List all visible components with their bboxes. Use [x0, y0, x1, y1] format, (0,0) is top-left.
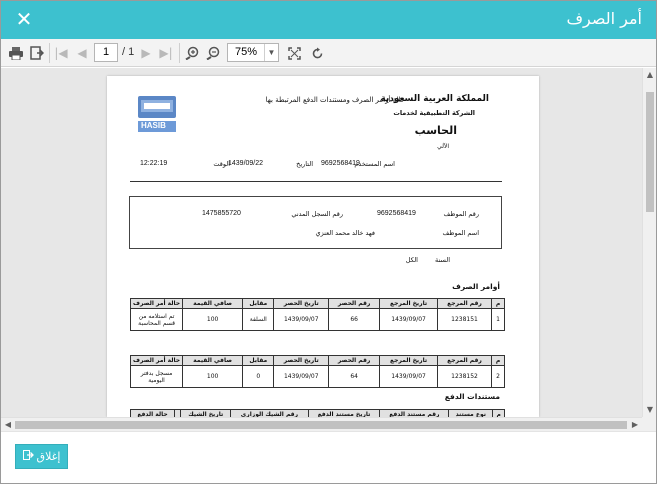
page-number-input[interactable]: 1 [94, 43, 118, 62]
column-header: رقم المرجع [437, 299, 491, 309]
column-header: حالة أمر الصرف [131, 299, 183, 309]
column-header [175, 410, 181, 418]
payment-docs-table [130, 409, 505, 417]
vertical-scrollbar[interactable] [642, 68, 656, 417]
emp-name-value: فهد خالد محمد العنزي [315, 229, 375, 237]
column-header: مقابل [243, 299, 274, 309]
emp-no-label: رقم الموظف [443, 210, 479, 218]
zoom-in-icon[interactable] [184, 43, 200, 63]
column-header: صافي القيمة [183, 356, 243, 366]
export-icon[interactable] [28, 43, 46, 63]
close-icon[interactable]: ✕ [15, 7, 33, 31]
scroll-up-icon[interactable]: ▲ [646, 70, 654, 79]
chevron-down-icon: ▼ [264, 44, 278, 61]
column-header: تاريخ الحصر [274, 356, 329, 366]
first-page-icon[interactable]: |◀ [54, 46, 68, 60]
orders-title: أوامر الصرف [452, 282, 500, 291]
zoom-value: 75% [235, 46, 258, 58]
report-page [107, 76, 539, 417]
column-header: رقم الشيك الوزاري [231, 410, 308, 418]
scrollbar-corner [642, 417, 656, 431]
orders-table-1 [130, 298, 505, 331]
column-header: حالة أمر الصرف [131, 356, 183, 366]
header-divider [130, 181, 502, 182]
refresh-icon[interactable] [309, 43, 325, 63]
last-page-icon[interactable]: ▶| [159, 46, 173, 60]
column-header: تاريخ المرجع [380, 299, 438, 309]
table-header-row [131, 299, 505, 309]
next-page-icon[interactable]: ▶ [141, 46, 151, 60]
civil-label: رقم السجل المدني [291, 210, 343, 218]
year-label: السنة [434, 256, 450, 264]
prev-page-icon[interactable]: ◀ [77, 46, 87, 60]
emp-name-label: اسم الموظف [442, 229, 479, 237]
toolbar-separator [179, 43, 180, 63]
column-header: م [493, 410, 505, 418]
toolbar-separator [49, 43, 50, 63]
table-row: 1 1238151 1439/09/07 66 1439/09/07 السلفة 100 تم استلامه من قسم المحاسبة [131, 309, 505, 331]
column-header: صافي القيمة [183, 299, 243, 309]
column-header: م [492, 299, 505, 309]
dialog-footer [1, 431, 656, 483]
user-label: اسم المستخدم [354, 160, 395, 168]
hasib-logo [136, 94, 178, 134]
civil-value: 1475855720 [202, 210, 241, 217]
report-sub: الآلي [437, 143, 449, 150]
logo-text: HASIB [141, 121, 166, 130]
date-label: التاريخ [296, 160, 313, 168]
column-header: حالة الدفع [131, 410, 175, 418]
column-header: تاريخ مستند الدفع [308, 410, 380, 418]
close-button[interactable] [15, 444, 68, 469]
zoom-select[interactable] [227, 43, 279, 62]
horizontal-scrollbar[interactable] [1, 417, 642, 431]
sign-out-icon [23, 450, 34, 463]
scroll-down-icon[interactable]: ▼ [646, 405, 654, 414]
dialog-titlebar [1, 1, 656, 39]
report-system: الحاسب [414, 124, 457, 137]
horizontal-scroll-thumb[interactable] [15, 421, 627, 429]
print-icon[interactable] [7, 43, 25, 63]
report-country: المملكة العربية السعودية [380, 94, 489, 104]
date-value: 1439/09/22 [228, 160, 264, 167]
page-total-label: / 1 [122, 46, 135, 58]
column-header: رقم المرجع [437, 356, 491, 366]
report-heading: حالة أوامر الصرف ومستندات الدفع المرتبطة بها [265, 96, 405, 104]
dialog-title: أمر الصرف [566, 9, 642, 28]
column-header: رقم الحصر [329, 299, 380, 309]
user-value: 9692568419 [321, 160, 360, 167]
fullscreen-icon[interactable] [286, 43, 302, 63]
orders-table-2 [130, 355, 505, 388]
column-header: تاريخ الحصر [274, 299, 329, 309]
column-header: رقم الحصر [329, 356, 380, 366]
vertical-scroll-thumb[interactable] [646, 92, 654, 212]
time-value: 12:22:19 [140, 160, 168, 167]
column-header: رقم مستند الدفع [380, 410, 449, 418]
time-label: الوقت [213, 160, 230, 168]
year-value: الكل [405, 256, 418, 264]
employee-info-box [129, 196, 502, 249]
column-header: تاريخ الشيك [181, 410, 231, 418]
emp-no-value: 9692568419 [377, 210, 416, 217]
column-header: نوع مستند [449, 410, 493, 418]
zoom-out-icon[interactable] [205, 43, 221, 63]
column-header: تاريخ المرجع [380, 356, 438, 366]
table-header-row [131, 410, 505, 418]
scroll-left-icon[interactable]: ◀ [4, 420, 12, 429]
table-row: 2 1238152 1439/09/07 64 1439/09/07 0 100 مسجل بدفتر اليومية [131, 366, 505, 388]
close-button-label: إغلاق [36, 450, 61, 463]
table-header-row [131, 356, 505, 366]
column-header: م [492, 356, 505, 366]
report-company: الشركة التطبيقية لخدمات [393, 109, 475, 117]
column-header: مقابل [243, 356, 274, 366]
docs-title: مستندات الدفع [444, 392, 500, 401]
scroll-right-icon[interactable]: ▶ [631, 420, 639, 429]
